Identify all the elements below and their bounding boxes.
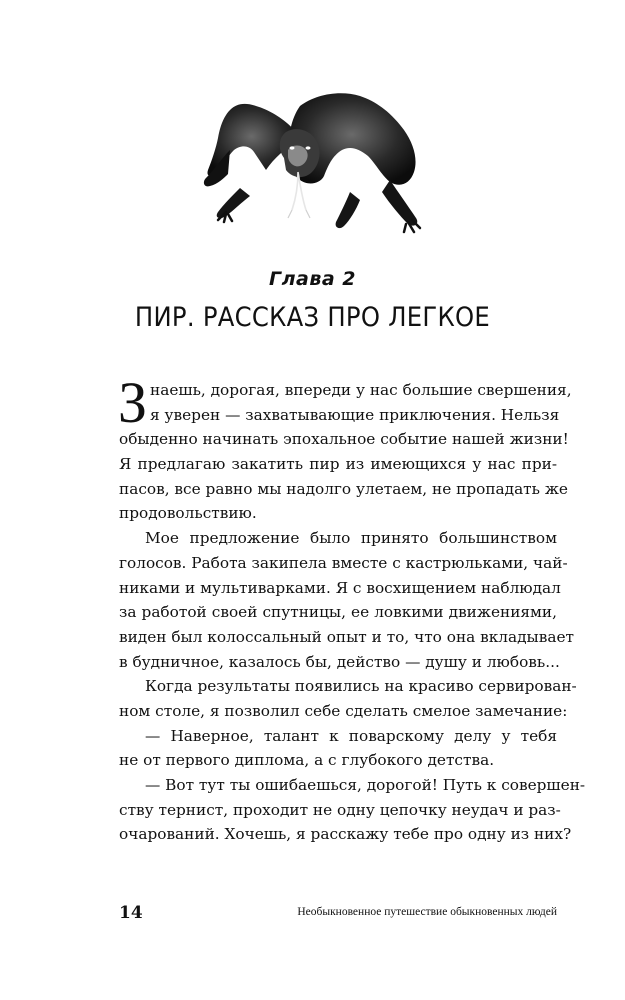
text-line: — Наверное, талант к поварскому делу у тебя <box>145 726 557 745</box>
text-line: никами и мультиварками. Я с восхищением наблюдал <box>119 578 561 597</box>
text-line: за работой своей спутницы, ее ловкими движениями, <box>119 603 557 622</box>
chapter-title: ПИР. РАССКАЗ ПРО ЛЕГКОЕ <box>134 302 491 333</box>
komodo-dragon-illustration <box>200 80 425 240</box>
text-line: виден был колоссальный опыт и то, что она вкладывает <box>119 627 574 646</box>
text-line: я уверен — захватывающие приключения. Нельзя <box>150 405 560 424</box>
text-line: Мое предложение было принято большинством <box>145 529 557 548</box>
chapter-label: Глава 2 <box>268 268 357 290</box>
text-line: — Вот тут ты ошибаешься, дорогой! Путь к совершен- <box>145 776 586 794</box>
page-number: 14 <box>119 903 143 923</box>
body-text <box>118 370 586 847</box>
text-line: очарований. Хочешь, я расскажу тебе про одну из них? <box>119 825 572 844</box>
running-footer: Необыкновенное путешествие обыкновенных людей <box>297 906 557 918</box>
text-line: голосов. Работа закипела вместе с кастрюльками, чай- <box>119 553 568 572</box>
text-line: Когда результаты появились на красиво сервирован- <box>145 677 577 696</box>
text-line: пасов, все равно мы надолго улетаем, не пропадать же <box>119 479 568 498</box>
text-line: ству тернист, проходит не одну цепочку неудач и раз- <box>119 800 561 819</box>
text-line: в будничное, казалось бы, действо — душу и любовь... <box>119 652 560 671</box>
text-line: ном столе, я позволил себе сделать смелое замечание: <box>119 701 568 720</box>
drop-cap: З <box>118 370 148 435</box>
text-line: не от первого диплома, а с глубокого детства. <box>119 751 495 770</box>
text-line: обыденно начинать эпохальное событие нашей жизни! <box>119 430 569 449</box>
text-line: наешь, дорогая, впереди у нас большие свершения, <box>150 381 572 399</box>
text-line: Я предлагаю закатить пир из имеющихся у нас при- <box>119 455 557 474</box>
text-line: продовольствию. <box>119 504 257 523</box>
